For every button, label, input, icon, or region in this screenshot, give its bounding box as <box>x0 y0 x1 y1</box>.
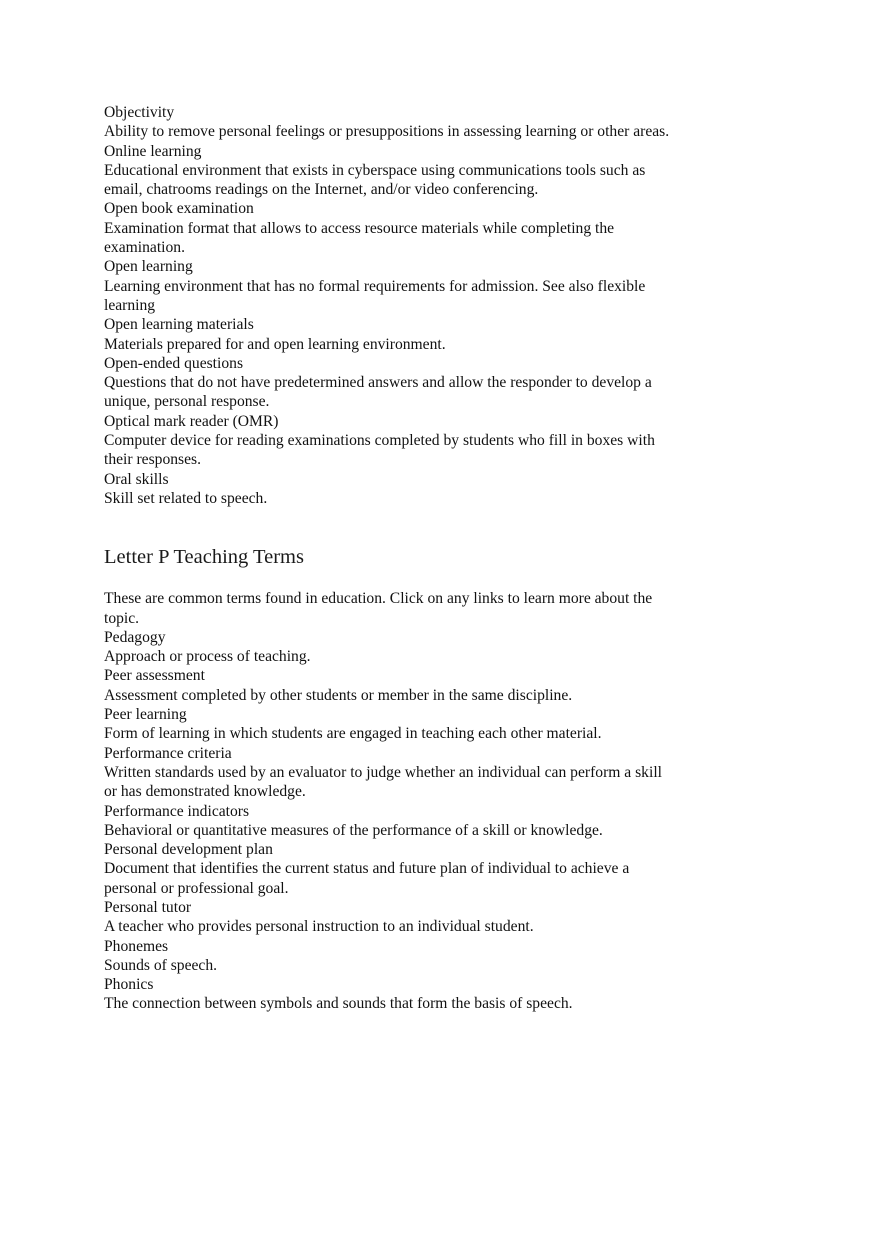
glossary-definition: their responses. <box>104 451 202 469</box>
glossary-entry <box>104 705 724 744</box>
section-intro <box>104 589 724 628</box>
glossary-definition: Materials prepared for and open learning environment. <box>104 335 446 353</box>
glossary-definition: Questions that do not have predetermined answers and allow the responder to develop a <box>104 374 652 392</box>
glossary-definition: Learning environment that has no formal requirements for admission. See also flexible <box>104 277 646 295</box>
glossary-entry <box>104 898 724 937</box>
glossary-definition: Computer device for reading examinations completed by students who fill in boxes with <box>104 432 655 450</box>
glossary-definition: learning <box>104 296 156 314</box>
glossary-term: Oral skills <box>104 470 169 488</box>
glossary-entry <box>104 975 724 1014</box>
glossary-term: Optical mark reader (OMR) <box>104 412 279 430</box>
glossary-entry <box>104 257 724 315</box>
glossary-term: Open book examination <box>104 200 254 218</box>
glossary-definition: personal or professional goal. <box>104 879 289 897</box>
glossary-definition: Behavioral or quantitative measures of the performance of a skill or knowledge. <box>104 821 603 839</box>
glossary-entry <box>104 470 724 509</box>
glossary-term: Personal development plan <box>104 841 273 859</box>
glossary-definition: Written standards used by an evaluator to judge whether an individual can perform a skill <box>104 763 662 781</box>
glossary-definition: Form of learning in which students are engaged in teaching each other material. <box>104 725 602 743</box>
glossary-definition: unique, personal response. <box>104 393 270 411</box>
glossary-entry <box>104 103 724 142</box>
glossary-entry <box>104 412 724 470</box>
glossary-definition: Skill set related to speech. <box>104 489 268 507</box>
section-p-glossary <box>104 589 724 1014</box>
section-o-glossary <box>104 103 724 508</box>
glossary-entry <box>104 840 724 898</box>
glossary-definition: The connection between symbols and sounds that form the basis of speech. <box>104 995 573 1013</box>
glossary-term: Objectivity <box>104 104 175 121</box>
glossary-term: Performance criteria <box>104 744 232 762</box>
glossary-term: Personal tutor <box>104 898 192 916</box>
glossary-term: Open learning materials <box>104 316 254 334</box>
glossary-entry <box>104 199 724 257</box>
glossary-definition: Educational environment that exists in cyberspace using communications tools such as <box>104 161 646 179</box>
glossary-definition: Assessment completed by other students or member in the same discipline. <box>104 686 573 704</box>
glossary-entry <box>104 802 724 841</box>
glossary-term: Pedagogy <box>104 628 166 646</box>
glossary-definition: A teacher who provides personal instruction to an individual student. <box>104 918 534 936</box>
glossary-entry <box>104 744 724 802</box>
glossary-entry <box>104 628 724 667</box>
glossary-definition: examination. <box>104 239 185 257</box>
document-page <box>104 103 724 1014</box>
glossary-term: Phonemes <box>104 937 169 955</box>
intro-text: These are common terms found in education. Click on any links to learn more about the <box>104 590 653 608</box>
glossary-term: Peer assessment <box>104 667 205 685</box>
glossary-definition: Sounds of speech. <box>104 956 218 974</box>
intro-text: topic. <box>104 609 140 627</box>
glossary-definition: Document that identifies the current status and future plan of individual to achieve a <box>104 860 630 878</box>
glossary-entry <box>104 354 724 412</box>
glossary-entry <box>104 142 724 200</box>
glossary-term: Peer learning <box>104 706 187 724</box>
glossary-term: Online learning <box>104 142 202 160</box>
glossary-definition: or has demonstrated knowledge. <box>104 783 306 801</box>
glossary-entry <box>104 937 724 976</box>
glossary-definition: Approach or process of teaching. <box>104 648 311 666</box>
glossary-term: Open-ended questions <box>104 354 244 372</box>
glossary-term: Phonics <box>104 976 154 994</box>
glossary-term: Performance indicators <box>104 802 250 820</box>
section-heading: Letter P Teaching Terms <box>104 546 304 569</box>
glossary-term: Open learning <box>104 258 193 276</box>
glossary-entry <box>104 315 724 354</box>
glossary-definition: email, chatrooms readings on the Internet, and/or video conferencing. <box>104 181 539 199</box>
glossary-entry <box>104 666 724 705</box>
glossary-definition: Examination format that allows to access resource materials while completing the <box>104 219 615 237</box>
glossary-definition: Ability to remove personal feelings or presuppositions in assessing learning or other areas. <box>104 123 670 141</box>
